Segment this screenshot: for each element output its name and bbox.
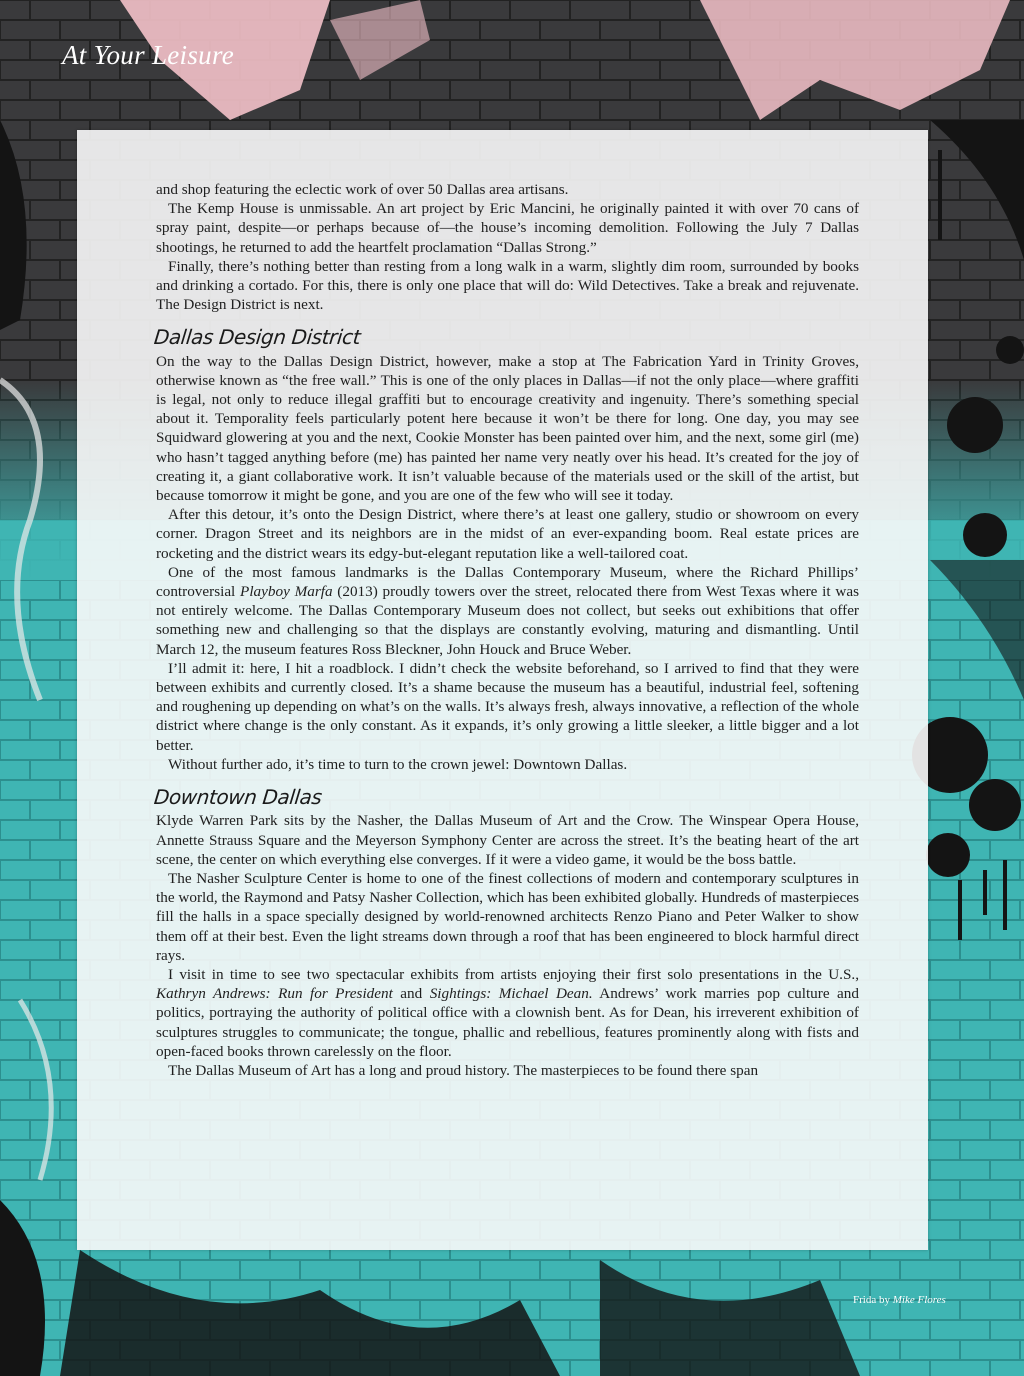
article-paragraph: Finally, there’s nothing better than resting from a long walk in a warm, slightly dim room, surrounded by books and drinking a cortado. For this, there is only one place that will do: Wild Detectives. Take a break and rejuvenate. The Design District is next. [156,257,859,314]
article-body [152,180,859,1080]
credit-subject: Frida [853,1294,877,1306]
text-run: and [392,985,430,1003]
credit-artist: Mike Flores [892,1294,946,1306]
article-paragraph: I’ll admit it: here, I hit a roadblock. I didn’t check the website beforehand, so I arrived to find that they were between exhibits and currently closed. It’s a shame because the museum has a beautiful, industrial feel, softening and roughening up depending on what’s on the walls. It’s always fresh, always innovative, a reflection of the whole district where change is the only constant. As it expands, it’s only growing a little sleeker, a little bigger and a lot better. [156,659,859,754]
article-paragraph: The Kemp House is unmissable. An art project by Eric Mancini, he originally painted it with over 70 cans of spray paint, despite—or perhaps because of—the house’s incoming demolition. Following the July 7 Dallas shootings, he returned to add the heartfelt proclamation “Dallas Strong.” [156,200,859,256]
article-paragraph [156,563,859,659]
section-label: At Your Leisure [62,40,235,70]
article-panel [77,130,928,1250]
text-run: I visit in time to see two spectacular exhibits from artists enjoying their first solo presentations in the U.S., [168,965,859,983]
photo-credit [853,1294,946,1306]
article-paragraph: The Dallas Museum of Art has a long and proud history. The masterpieces to be found there span [168,1061,759,1079]
artwork-title: Playboy Marfa [240,583,333,601]
article-paragraph: Klyde Warren Park sits by the Nasher, the Dallas Museum of Art and the Crow. The Winspear Opera House, Annette Strauss Square and the Meyerson Symphony Center are across the street. It’s the beating heart of the art scene, the center on which everything else converges. If it were a video game, it would be the boss battle. [156,812,859,868]
article-paragraph: On the way to the Dallas Design District, however, make a stop at The Fabrication Yard in Trinity Groves, otherwise known as “the free wall.” This is one of the only places in Dallas—if not the only place—where graffiti is legal, not only to reduce illegal graffiti but to encourage creativity and ingenuity. There’s something special about it. Temporality feels particularly potent here because it won’t be there for long. One day, you may see Squidward glowering at you and the next, Cookie Monster has been painted over him, and the next, some girl (me) who hasn’t tagged anything before (me) has painted her name very neatly over his head. It’s created for the joy of creating it, a giant collaborative work. It isn’t valuable because of the materials used or the skill of the artist, but because tomorrow it might be gone, and you are one of the few who will see it today. [156,352,859,505]
text-run: Andrews’ work marries pop culture and politics, portraying the authority of political office with a clownish bent. As for Dean, his irreverent exhibition of sculptures struggles to communicate; the tongue, phallic and rebellious, features prominently along with fists and open-faced books thrown carelessly on the floor. [156,985,859,1060]
exhibit-title: Kathryn Andrews: Run for President [156,985,393,1003]
section-heading-design-district: Dallas Design District [152,325,362,350]
article-paragraph: After this detour, it’s onto the Design District, where there’s at least one gallery, studio or showroom on every corner. Dragon Street and its neighbors are in the midst of an ever-expanding boom. Real estate prices are rocketing and the district wears its edgy-but-elegant reputation like a well-tailored coat. [156,506,859,562]
article-paragraph: The Nasher Sculpture Center is home to one of the finest collections of modern and contemporary sculptures in the world, the Raymond and Patsy Nasher Collection, which has been exhibited globally. Hundreds of masterpieces fill the halls in a space specially designed by world-renowned architects Renzo Piano and Peter Walker to show them off at their best. Even the light streams down through a roof that has been engineered to block harmful direct rays. [156,869,859,964]
exhibit-title: Sightings: Michael Dean. [429,985,593,1003]
section-heading-downtown: Downtown Dallas [152,785,323,810]
article-paragraph: and shop featuring the eclectic work of over 50 Dallas area artisans. [156,181,569,198]
article-paragraph: Without further ado, it’s time to turn to the crown jewel: Downtown Dallas. [168,755,628,773]
article-paragraph [156,965,859,1061]
credit-by: by [878,1294,890,1306]
text-run: (2013) proudly towers over the street, relocated there from West Texas where it was not entirely welcome. The Dallas Contemporary Museum does not collect, but seeks out exhibitions that offer something new and challenging so that the displays are constantly evolving, maturing and dismantling. Until March 12, the museum features Ross Bleckner, John Houck and Bruce Weber. [156,583,859,658]
text-run: One of the most famous landmarks is the Dallas Contemporary Museum, where the Richard Phillips’ controversial [156,563,859,601]
